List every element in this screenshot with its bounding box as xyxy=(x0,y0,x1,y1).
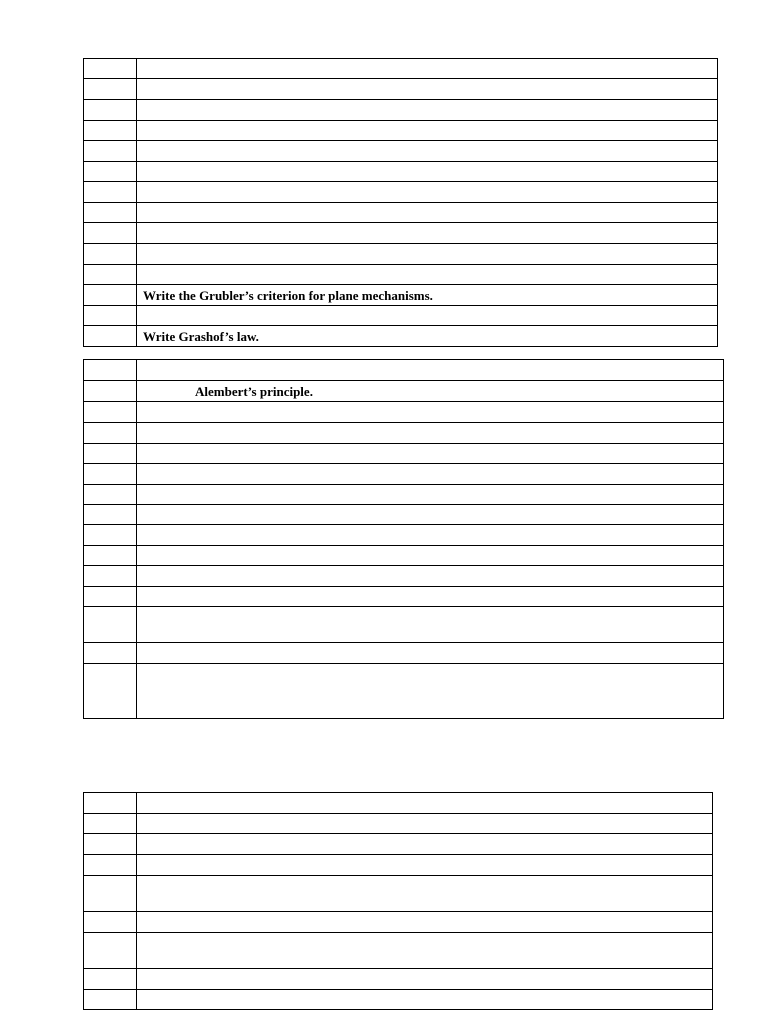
table-row xyxy=(84,933,713,969)
question-table-1 xyxy=(83,58,718,347)
question-number xyxy=(84,546,137,566)
question-text xyxy=(137,546,724,566)
question-number xyxy=(84,990,137,1010)
question-number xyxy=(84,59,137,79)
table-row xyxy=(84,643,724,664)
table-row xyxy=(84,100,718,121)
question-number xyxy=(84,244,137,265)
question-number xyxy=(84,360,137,381)
question-number xyxy=(84,381,137,402)
table-row xyxy=(84,360,724,381)
question-number xyxy=(84,933,137,969)
question-table-2 xyxy=(83,359,724,719)
question-number xyxy=(84,643,137,664)
table-row xyxy=(84,402,724,423)
question-number xyxy=(84,121,137,141)
table-row xyxy=(84,485,724,505)
question-text xyxy=(137,855,713,876)
question-text xyxy=(137,464,724,485)
table-row xyxy=(84,423,724,444)
question-number xyxy=(84,141,137,162)
table-row xyxy=(84,990,713,1010)
question-text xyxy=(137,664,724,719)
table-row xyxy=(84,464,724,485)
table-row xyxy=(84,59,718,79)
question-number xyxy=(84,203,137,223)
question-number xyxy=(84,162,137,182)
question-text: Alembert’s principle. xyxy=(137,381,724,402)
table-row xyxy=(84,141,718,162)
question-number xyxy=(84,285,137,306)
table-row xyxy=(84,203,718,223)
question-number xyxy=(84,423,137,444)
table-row xyxy=(84,306,718,326)
table-row xyxy=(84,381,724,402)
question-text xyxy=(137,100,718,121)
question-text xyxy=(137,643,724,664)
question-text xyxy=(137,223,718,244)
question-number xyxy=(84,505,137,525)
question-text xyxy=(137,969,713,990)
question-text xyxy=(137,485,724,505)
question-number xyxy=(84,223,137,244)
table-row xyxy=(84,223,718,244)
question-number xyxy=(84,100,137,121)
question-text xyxy=(137,402,724,423)
question-number xyxy=(84,793,137,814)
question-text xyxy=(137,59,718,79)
question-text xyxy=(137,587,724,607)
question-number xyxy=(84,834,137,855)
question-number xyxy=(84,664,137,719)
table-row xyxy=(84,182,718,203)
question-text xyxy=(137,566,724,587)
table-row xyxy=(84,834,713,855)
question-text xyxy=(137,360,724,381)
question-number xyxy=(84,587,137,607)
table-row xyxy=(84,285,718,306)
question-number xyxy=(84,566,137,587)
table-row xyxy=(84,793,713,814)
question-text xyxy=(137,990,713,1010)
question-text xyxy=(137,162,718,182)
table-row xyxy=(84,912,713,933)
question-number xyxy=(84,607,137,643)
table-row xyxy=(84,587,724,607)
question-text xyxy=(137,525,724,546)
question-number xyxy=(84,876,137,912)
question-number xyxy=(84,814,137,834)
question-text xyxy=(137,814,713,834)
table-row xyxy=(84,265,718,285)
table-row xyxy=(84,969,713,990)
question-number xyxy=(84,969,137,990)
table-row xyxy=(84,326,718,347)
question-text xyxy=(137,244,718,265)
table-row xyxy=(84,814,713,834)
table-row xyxy=(84,855,713,876)
table-row xyxy=(84,664,724,719)
question-text: Write Grashof’s law. xyxy=(137,326,718,347)
question-text: Write the Grubler’s criterion for plane mechanisms. xyxy=(137,285,718,306)
question-number xyxy=(84,464,137,485)
question-text xyxy=(137,505,724,525)
table-row xyxy=(84,444,724,464)
table-row xyxy=(84,546,724,566)
question-text xyxy=(137,423,724,444)
table-row xyxy=(84,566,724,587)
question-number xyxy=(84,444,137,464)
question-text xyxy=(137,444,724,464)
question-text xyxy=(137,141,718,162)
question-number xyxy=(84,182,137,203)
question-number xyxy=(84,525,137,546)
question-text xyxy=(137,607,724,643)
question-number xyxy=(84,326,137,347)
question-text xyxy=(137,933,713,969)
table-row xyxy=(84,876,713,912)
question-text xyxy=(137,793,713,814)
question-number xyxy=(84,855,137,876)
question-text xyxy=(137,182,718,203)
table-row xyxy=(84,505,724,525)
question-text xyxy=(137,876,713,912)
question-number xyxy=(84,265,137,285)
table-row xyxy=(84,607,724,643)
table-row xyxy=(84,525,724,546)
question-text xyxy=(137,265,718,285)
question-number xyxy=(84,485,137,505)
table-row xyxy=(84,162,718,182)
table-row xyxy=(84,79,718,100)
question-text xyxy=(137,79,718,100)
question-text xyxy=(137,912,713,933)
question-number xyxy=(84,912,137,933)
question-text xyxy=(137,203,718,223)
question-table-3 xyxy=(83,792,713,1010)
table-row xyxy=(84,244,718,265)
question-number xyxy=(84,306,137,326)
question-text xyxy=(137,121,718,141)
table-row xyxy=(84,121,718,141)
question-number xyxy=(84,79,137,100)
question-text xyxy=(137,306,718,326)
question-text xyxy=(137,834,713,855)
question-number xyxy=(84,402,137,423)
